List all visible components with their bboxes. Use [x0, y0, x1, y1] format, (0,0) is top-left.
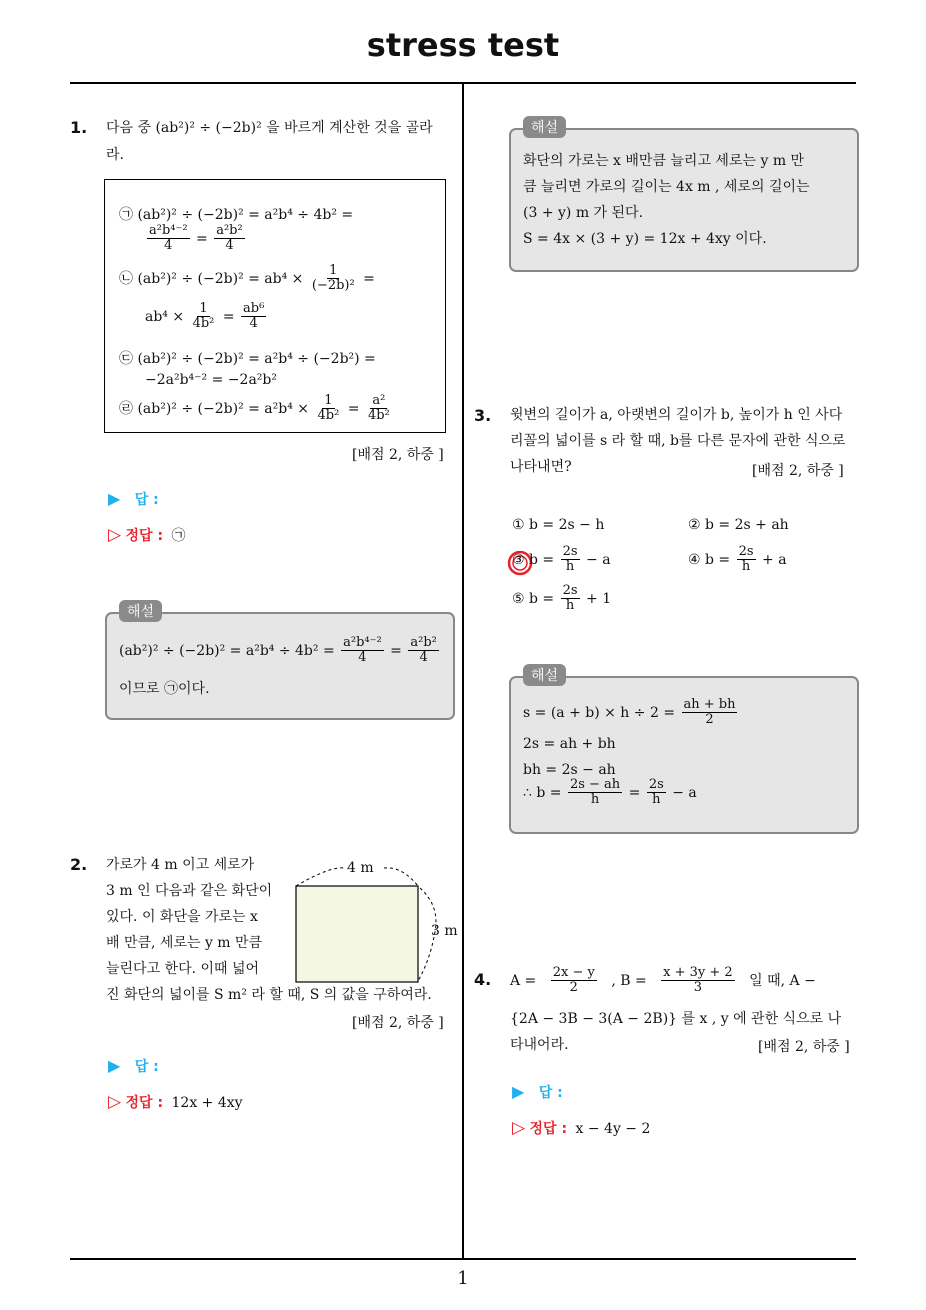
choice-4-expr: (ab²)² ÷ (−2b)² = a²b⁴ ×: [137, 400, 310, 417]
choice-2-symbol: ㉡: [119, 270, 133, 287]
question-1-text-line2: 라.: [106, 147, 124, 163]
question-3-line2: 리꼴의 넓이를 s 라 할 때, b를 다른 문자에 관한 식으로: [510, 433, 846, 449]
option-3[interactable]: [512, 545, 611, 575]
solution-label: 해설: [523, 116, 566, 138]
option-3-symbol: ③: [512, 551, 525, 568]
option-4[interactable]: [688, 545, 787, 575]
question-3-solution-box: [509, 676, 859, 834]
answer-arrow-icon: ▶: [512, 1082, 525, 1101]
answer-label: 답 :: [134, 492, 159, 508]
equals-sign: =: [196, 230, 208, 247]
choice-1-fraction-1: $\frac{\text{a²b⁴⁻²}}{4}$: [149, 223, 188, 254]
q4-fraction-a: $\frac{2x - y}{2}$: [552, 965, 595, 996]
question-1-score: [배점 2, 하중 ]: [352, 447, 444, 463]
q3-solution-line1: [523, 698, 739, 728]
correct-value: 12x + 4xy: [171, 1095, 243, 1111]
figure-height-label: 3 m: [431, 923, 458, 939]
option-5-fraction: $\frac{2s}{h}$: [562, 583, 578, 614]
q2-solution-line3: (3 + y) m 가 된다.: [523, 205, 644, 221]
question-2-line6: 진 화단의 넓이를 S m² 라 할 때, S 의 값을 구하여라.: [106, 987, 432, 1003]
flowerbed-figure: [290, 856, 460, 986]
solution-fraction-2: $\frac{\text{a²b²}}{4}$: [410, 635, 437, 666]
solution-line1: [119, 636, 441, 666]
choice-4-fraction-2: $\frac{\text{a²}}{\text{4b²}}$: [367, 393, 390, 424]
q2-solution-line2: 큼 늘리면 가로의 길이는 4x m , 세로의 길이는: [523, 179, 810, 195]
q3-solution-line3: bh = 2s − ah: [523, 762, 616, 778]
question-2-line2: 3 m 인 다음과 같은 화단이: [106, 883, 273, 899]
question-3-line3: 나타내면?: [510, 459, 572, 475]
q2-solution-line4: S = 4x × (3 + y) = 12x + 4xy 이다.: [523, 231, 767, 247]
question-2-solution-box: [509, 128, 859, 272]
question-2-correct: [108, 1092, 243, 1112]
question-2-line4: 배 만큼, 세로는 y m 만큼: [106, 935, 263, 951]
flowerbed-rect: [296, 886, 418, 982]
choice-1-line2: [145, 224, 247, 254]
option-2[interactable]: ② b = 2s + ah: [688, 517, 789, 533]
choice-2-line2: [145, 302, 268, 332]
q3-solution-fraction-2: $\frac{2s - ah}{h}$: [569, 777, 621, 808]
option-5[interactable]: [512, 584, 611, 614]
q4-expr-b: , B =: [611, 972, 647, 989]
correct-arrow-icon: ▷: [512, 1118, 526, 1138]
correct-arrow-icon: ▷: [108, 525, 122, 545]
q3-solution-line2: 2s = ah + bh: [523, 736, 616, 752]
choice-1-symbol: ㉠: [119, 207, 133, 223]
q3-solution-fraction-3: $\frac{2s}{h}$: [648, 777, 664, 808]
option-4-expr: b =: [705, 551, 731, 568]
option-5-symbol: ⑤: [512, 590, 525, 607]
choice-4-symbol: ㉣: [119, 400, 133, 417]
q4-expr-a: A =: [510, 972, 537, 989]
footer-rule: [70, 1258, 856, 1260]
option-5-expr: b =: [529, 590, 555, 607]
q4-fraction-b: $\frac{x + 3y + 2}{3}$: [663, 965, 733, 996]
choice-1-fraction-2: $\frac{\text{a²b²}}{4}$: [216, 223, 243, 254]
correct-label: 정답 :: [529, 1121, 568, 1137]
option-3-tail: − a: [586, 551, 611, 568]
solution-label: 해설: [119, 600, 162, 622]
correct-value: x − 4y − 2: [575, 1121, 651, 1137]
solution-fraction-1: $\frac{\text{a²b⁴⁻²}}{4}$: [343, 635, 382, 666]
question-4-line1: [510, 966, 816, 996]
q3-solution-fraction-1: $\frac{ah + bh}{2}$: [683, 697, 736, 728]
equals-sign: =: [628, 784, 641, 801]
column-divider: [462, 84, 464, 1260]
answer-arrow-icon: ▶: [108, 1056, 121, 1075]
option-4-symbol: ④: [688, 551, 701, 568]
question-1-answer: [108, 489, 159, 509]
q3-solution-tail: − a: [672, 784, 697, 801]
correct-arrow-icon: ▷: [108, 1092, 122, 1112]
question-1-correct: [108, 525, 186, 545]
solution-label: 해설: [523, 664, 566, 686]
correct-value: ㉠: [171, 528, 186, 544]
choice-2-fraction-1: $\frac{1}{\text{(−2b)²}}$: [311, 263, 355, 294]
choice-3-line2: −2a²b⁴⁻² = −2a²b²: [145, 372, 277, 388]
option-4-tail: + a: [762, 551, 787, 568]
answer-label: 답 :: [134, 1059, 159, 1075]
question-3-number: 3.: [474, 406, 492, 425]
question-2-line5: 늘린다고 한다. 이때 넓어: [106, 961, 260, 977]
choice-2-line1: [119, 264, 375, 294]
q3-solution-expr: s = (a + b) × h ÷ 2 =: [523, 704, 676, 721]
choice-1-line1: [119, 204, 353, 224]
choice-3-line1: [119, 348, 376, 368]
choice-2-expr-2: ab⁴ ×: [145, 308, 185, 325]
q4-expr-c: 일 때, A −: [749, 972, 816, 989]
q2-solution-line1: 화단의 가로는 x 배만큼 늘리고 세로는 y m 만: [523, 153, 805, 169]
choice-4-fraction-1: $\frac{1}{\text{4b²}}$: [317, 393, 340, 424]
q3-solution-line4: [523, 778, 697, 808]
choice-3-expr: (ab²)² ÷ (−2b)² = a²b⁴ ÷ (−2b²) =: [137, 351, 376, 367]
question-4-score: [배점 2, 하중 ]: [758, 1039, 850, 1055]
choice-3-symbol: ㉢: [119, 351, 133, 367]
option-5-tail: + 1: [586, 590, 612, 607]
question-2-number: 2.: [70, 855, 88, 874]
choice-4-line1: [119, 394, 394, 424]
question-2-line1: 가로가 4 m 이고 세로가: [106, 857, 255, 873]
option-1[interactable]: ① b = 2s − h: [512, 517, 605, 533]
figure-width-label: 4 m: [347, 860, 374, 876]
answer-label: 답 :: [538, 1085, 563, 1101]
page-number: 1: [457, 1268, 469, 1289]
page-title: stress test: [366, 26, 560, 64]
correct-label: 정답 :: [125, 1095, 164, 1111]
question-2-answer: [108, 1056, 159, 1076]
solution-line2: 이므로 ㉠이다.: [119, 681, 210, 697]
choice-2-fraction-3: $\frac{\text{ab⁶}}{4}$: [243, 301, 265, 332]
q3-solution-therefore: ∴ b =: [523, 784, 562, 801]
option-4-fraction: $\frac{2s}{h}$: [738, 544, 754, 575]
correct-label: 정답 :: [125, 528, 164, 544]
question-4-line3: 타내어라.: [510, 1037, 569, 1053]
answer-arrow-icon: ▶: [108, 489, 121, 508]
choice-1-expr: (ab²)² ÷ (−2b)² = a²b⁴ ÷ 4b² =: [137, 207, 354, 223]
equals-sign: =: [222, 308, 235, 325]
choice-2-expr: (ab²)² ÷ (−2b)² = ab⁴ ×: [137, 270, 304, 287]
question-2-line3: 있다. 이 화단을 가로는 x: [106, 909, 258, 925]
question-1-solution-box: [105, 612, 455, 720]
question-1-text-line1: 다음 중 (ab²)² ÷ (−2b)² 을 바르게 계산한 것을 골라: [106, 120, 433, 136]
option-3-expr: b =: [529, 551, 555, 568]
option-3-fraction: $\frac{2s}{h}$: [562, 544, 578, 575]
question-1-number: 1.: [70, 118, 88, 137]
question-2-score: [배점 2, 하중 ]: [352, 1015, 444, 1031]
equals-sign: =: [363, 270, 375, 287]
question-4-line2: {2A − 3B − 3(A − 2B)} 를 x , y 에 관한 식으로 나: [510, 1011, 842, 1027]
solution-expr: (ab²)² ÷ (−2b)² = a²b⁴ ÷ 4b² =: [119, 642, 335, 659]
equals-sign: =: [347, 400, 360, 417]
question-1-choice-box: [104, 179, 446, 433]
question-3-line1: 윗변의 길이가 a, 아랫변의 길이가 b, 높이가 h 인 사다: [510, 407, 843, 423]
question-3-score: [배점 2, 하중 ]: [752, 463, 844, 479]
choice-2-fraction-2: $\frac{1}{\text{4b²}}$: [192, 301, 215, 332]
question-4-answer: [512, 1082, 563, 1102]
equals-sign: =: [390, 642, 402, 659]
question-4-number: 4.: [474, 970, 492, 989]
question-4-correct: [512, 1118, 650, 1138]
